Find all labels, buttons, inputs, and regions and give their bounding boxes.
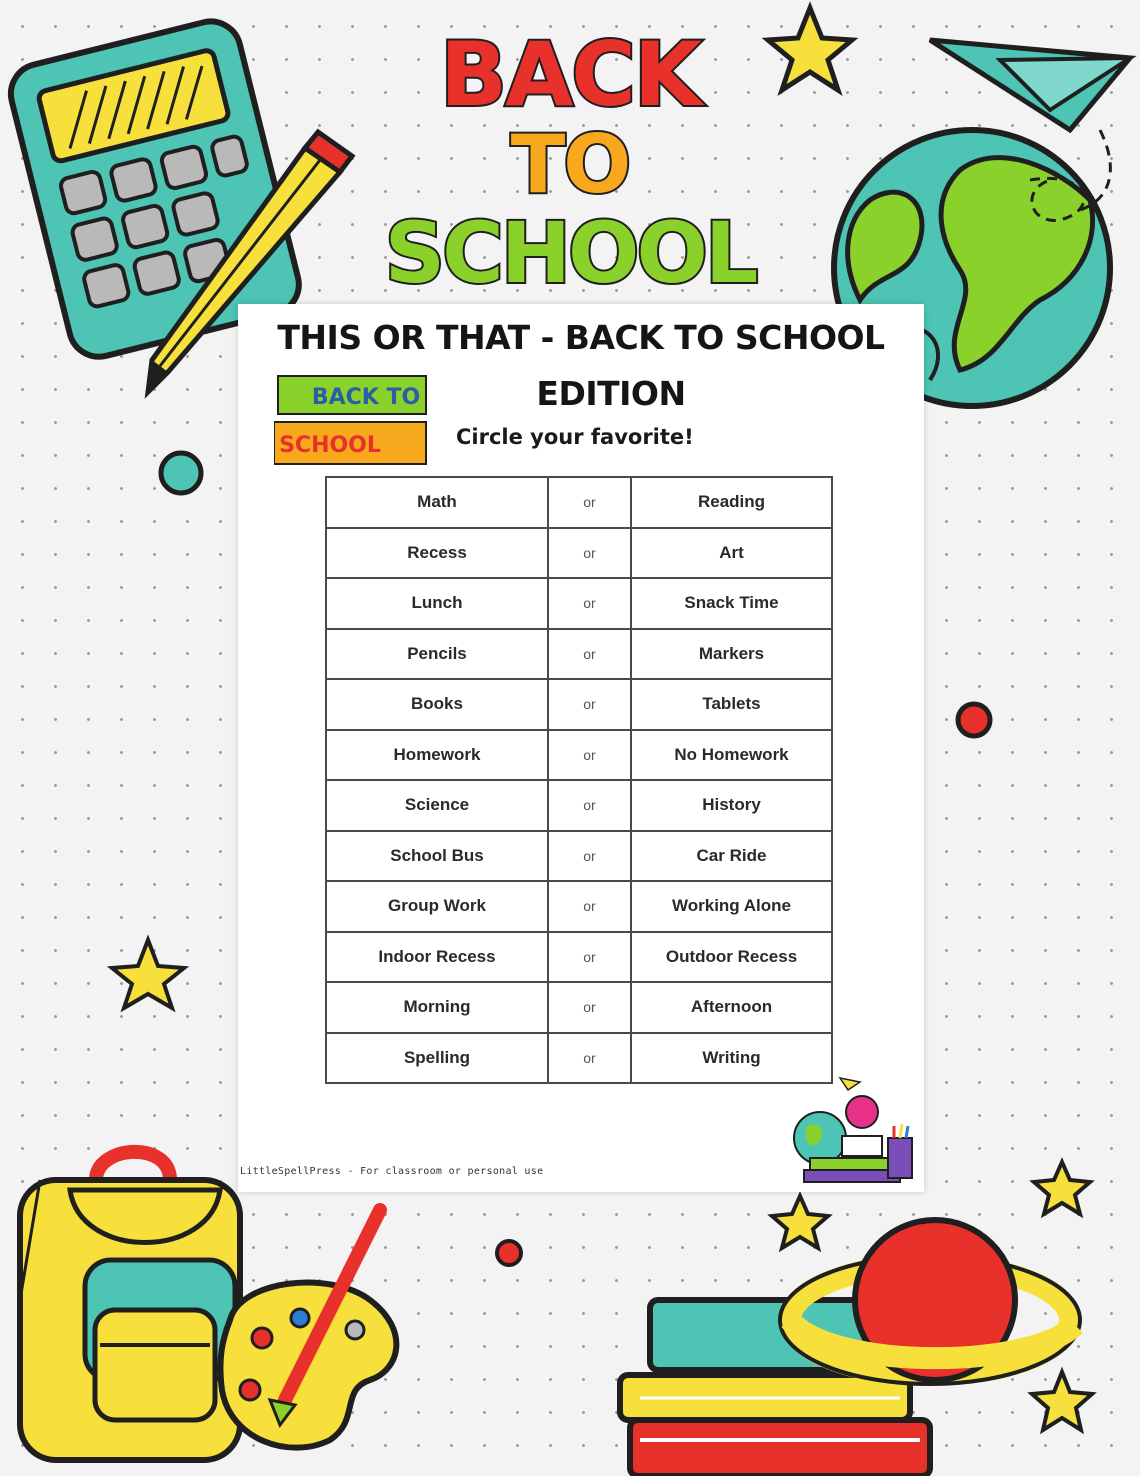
table-row: [326, 730, 832, 781]
option-left[interactable]: Indoor Recess: [326, 932, 548, 983]
or-connector: or: [548, 982, 631, 1033]
option-left[interactable]: School Bus: [326, 831, 548, 882]
option-left[interactable]: Group Work: [326, 881, 548, 932]
back-to-school-badge: [274, 372, 434, 468]
or-connector: or: [548, 780, 631, 831]
badge-top-text: BACK TO: [311, 385, 421, 410]
table-row: [326, 780, 832, 831]
circle-dot-icon: [958, 704, 990, 736]
backpack-icon: [20, 1152, 240, 1460]
back-to-school-headline: [370, 20, 790, 300]
option-right[interactable]: Car Ride: [631, 831, 832, 882]
option-right[interactable]: Reading: [631, 477, 832, 528]
table-row: [326, 679, 832, 730]
table-row: [326, 881, 832, 932]
option-right[interactable]: Markers: [631, 629, 832, 680]
headline-line-2: TO: [510, 118, 630, 211]
badge-bottom-text: SCHOOL: [279, 433, 381, 458]
table-row: [326, 629, 832, 680]
option-right[interactable]: Outdoor Recess: [631, 932, 832, 983]
school-supplies-illustration: [790, 1068, 920, 1186]
or-connector: or: [548, 881, 631, 932]
or-connector: or: [548, 679, 631, 730]
or-connector: or: [548, 477, 631, 528]
or-connector: or: [548, 1033, 631, 1084]
headline-line-3: SCHOOL: [384, 204, 756, 300]
this-or-that-table: [325, 476, 833, 1084]
option-left[interactable]: Spelling: [326, 1033, 548, 1084]
option-right[interactable]: History: [631, 780, 832, 831]
star-icon: [112, 940, 184, 1008]
option-right[interactable]: No Homework: [631, 730, 832, 781]
table-row: [326, 932, 832, 983]
star-icon: [1032, 1372, 1092, 1430]
table-row: [326, 477, 832, 528]
or-connector: or: [548, 528, 631, 579]
star-icon: [772, 1196, 828, 1248]
option-left[interactable]: Lunch: [326, 578, 548, 629]
table-row: [326, 982, 832, 1033]
option-right[interactable]: Afternoon: [631, 982, 832, 1033]
headline-line-1: BACK: [440, 23, 700, 126]
or-connector: or: [548, 730, 631, 781]
circle-dot-icon: [497, 1241, 521, 1265]
paint-palette-icon: [220, 1210, 396, 1448]
option-left[interactable]: Science: [326, 780, 548, 831]
option-right[interactable]: Writing: [631, 1033, 832, 1084]
star-icon: [1034, 1162, 1090, 1214]
option-right[interactable]: Snack Time: [631, 578, 832, 629]
worksheet-page: [238, 304, 924, 1192]
worksheet-footer: LittleSpellPress - For classroom or personal use: [240, 1166, 544, 1177]
option-left[interactable]: Pencils: [326, 629, 548, 680]
or-connector: or: [548, 831, 631, 882]
table-row: [326, 578, 832, 629]
or-connector: or: [548, 578, 631, 629]
circle-dot-icon: [161, 453, 201, 493]
option-left[interactable]: Books: [326, 679, 548, 730]
or-connector: or: [548, 629, 631, 680]
table-row: [326, 528, 832, 579]
table-row: [326, 1033, 832, 1084]
option-right[interactable]: Art: [631, 528, 832, 579]
option-right[interactable]: Tablets: [631, 679, 832, 730]
worksheet-title-line-2: EDITION: [536, 374, 686, 413]
option-left[interactable]: Morning: [326, 982, 548, 1033]
worksheet-title-line-1: THIS OR THAT - BACK TO SCHOOL: [277, 318, 885, 357]
option-left[interactable]: Homework: [326, 730, 548, 781]
table-row: [326, 831, 832, 882]
worksheet-instruction: Circle your favorite!: [456, 425, 694, 449]
or-connector: or: [548, 932, 631, 983]
option-right[interactable]: Working Alone: [631, 881, 832, 932]
option-left[interactable]: Recess: [326, 528, 548, 579]
option-left[interactable]: Math: [326, 477, 548, 528]
